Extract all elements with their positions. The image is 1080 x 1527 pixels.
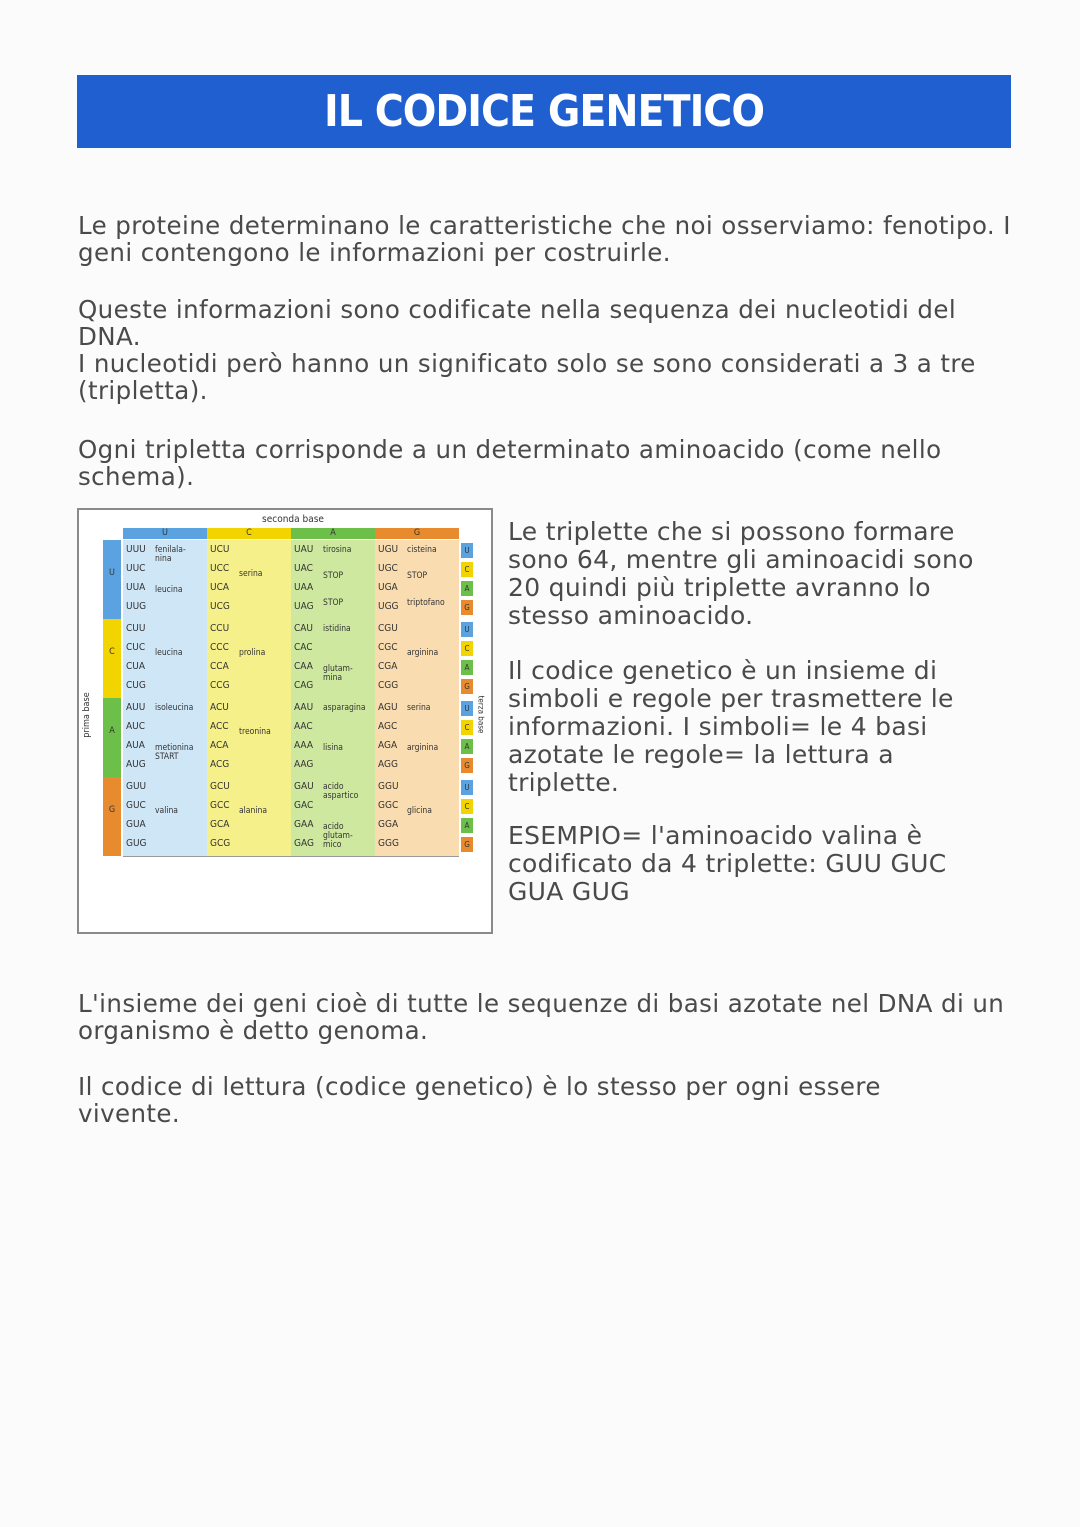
paragraph-text: Queste informazioni sono codificate nella sequenza dei nucleotidi del DNA. — [78, 295, 957, 351]
third-base-cell: A — [461, 818, 473, 833]
third-base-cell: G — [461, 679, 473, 694]
paragraph-nucleotides — [78, 296, 1018, 404]
third-base-cell: U — [461, 701, 473, 716]
third-base-cell: G — [461, 837, 473, 852]
codon: AAU — [294, 702, 314, 713]
amino-acid-label: metionina START — [155, 742, 194, 762]
first-base-header — [103, 619, 121, 698]
codon: UUC — [126, 563, 146, 574]
codon: AGG — [378, 759, 398, 770]
codon: AUC — [126, 721, 146, 732]
codon: AGU — [378, 702, 398, 713]
first-base-label: prima base — [82, 692, 92, 738]
amino-acid-label: fenilala- nina — [155, 545, 186, 564]
codon: CAC — [294, 642, 313, 653]
third-base-cell: G — [461, 758, 473, 773]
codon: UAC — [294, 563, 313, 574]
codon: ACC — [210, 721, 229, 732]
codon: CGG — [378, 680, 399, 691]
codon: CGC — [378, 642, 398, 653]
amino-acid-label: treonina — [239, 727, 271, 737]
codon: GGU — [378, 781, 399, 792]
codon: GAG — [294, 838, 314, 849]
codon: AAG — [294, 759, 314, 770]
codon: AGC — [378, 721, 398, 732]
third-base-cell: G — [461, 600, 473, 615]
paragraph-text: I nucleotidi però hanno un significato solo se sono considerati a 3 a tre (tripletta). — [78, 349, 976, 405]
amino-acid-label: triptofano — [407, 597, 445, 608]
amino-acid-label: acido glutam- mico — [323, 821, 353, 850]
codon: GCU — [210, 781, 230, 792]
codon: GUA — [126, 819, 146, 830]
paragraph-text: Le proteine determinano le caratteristiche che noi osserviamo: fenotipo. I geni contengono le informazioni per costruirle. — [78, 211, 1011, 267]
codon: GUG — [126, 838, 147, 849]
side-paragraph: ESEMPIO= l'aminoacido valina è codificato da 4 triplette: GUU GUC GUA GUG — [508, 821, 947, 906]
paragraph-text: Il codice di lettura (codice genetico) è lo stesso per ogni essere vivente. — [78, 1072, 881, 1128]
amino-acid-label: acido aspartico — [323, 782, 359, 801]
codon: AAC — [294, 721, 313, 732]
codon: GUU — [126, 781, 147, 792]
third-base-cell: U — [461, 543, 473, 558]
codon: AAA — [294, 740, 314, 751]
codon: ACA — [210, 740, 229, 751]
codon: UGU — [378, 544, 399, 555]
codon: UUG — [126, 601, 147, 612]
side-text-example — [508, 822, 1008, 906]
codon: UUA — [126, 582, 146, 593]
codon: CUA — [126, 661, 146, 672]
paragraph-proteins — [78, 212, 1018, 266]
codon: UGG — [378, 601, 399, 612]
codon: GGG — [378, 838, 399, 849]
first-base-letter: A — [109, 726, 115, 736]
side-text-triplets — [508, 518, 1008, 630]
second-base-label: seconda base — [262, 514, 324, 525]
codon: GAA — [294, 819, 314, 830]
codon: CCC — [210, 642, 229, 653]
amino-acid-label: isoleucina — [155, 703, 194, 713]
codon: UAA — [294, 582, 314, 593]
second-base-header: C — [207, 528, 291, 539]
codon: AGA — [378, 740, 398, 751]
codon: GAU — [294, 781, 314, 792]
codon: CAA — [294, 661, 313, 672]
side-paragraph: Il codice genetico è un insieme di simboli e regole per trasmettere le informazioni. I simboli= le 4 basi azotate le regole= la lettura a triplette. — [508, 656, 954, 797]
codon: CGA — [378, 661, 398, 672]
second-base-header: G — [375, 528, 459, 539]
amino-acid-label: STOP — [323, 571, 344, 582]
amino-acid-label: glutam- mina — [323, 663, 353, 683]
codon: AUG — [126, 759, 146, 770]
paragraph-text: L'insieme dei geni cioè di tutte le sequenze di basi azotate nel DNA di un organismo è detto genoma. — [78, 989, 1005, 1045]
second-base-header: A — [291, 528, 375, 539]
codon: GGA — [378, 819, 399, 830]
codon: CCU — [210, 623, 230, 634]
amino-acid-label: STOP — [407, 571, 428, 582]
amino-acid-label: leucina — [155, 648, 183, 658]
amino-acid-label: arginina — [407, 648, 439, 658]
codon: UAU — [294, 544, 314, 555]
codon: CUU — [126, 623, 146, 634]
third-base-cell: C — [461, 562, 473, 577]
codon: UGC — [378, 563, 398, 574]
first-base-letter: U — [109, 568, 115, 578]
codon: GGC — [378, 800, 399, 811]
amino-acid-label: leucina — [155, 584, 183, 595]
codon: AUA — [126, 740, 145, 751]
codon: CUG — [126, 680, 146, 691]
amino-acid-label: lisina — [323, 742, 343, 753]
third-base-cell: C — [461, 641, 473, 656]
codon: ACG — [210, 759, 230, 770]
paragraph-text: Ogni tripletta corrisponde a un determinato aminoacido (come nello schema). — [78, 435, 942, 491]
first-base-header — [103, 540, 121, 619]
codon: GCG — [210, 838, 231, 849]
side-text-code — [508, 657, 1008, 797]
third-base-cell: C — [461, 799, 473, 814]
amino-acid-label: glicina — [407, 806, 432, 816]
codon: UUU — [126, 544, 146, 555]
codon: CCG — [210, 680, 230, 691]
codon: ACU — [210, 702, 229, 713]
codon: CAG — [294, 680, 314, 691]
third-base-cell: A — [461, 660, 473, 675]
amino-acid-label: asparagina — [323, 703, 366, 713]
codon: GAC — [294, 800, 314, 811]
amino-acid-label: serina — [239, 569, 263, 579]
amino-acid-label: prolina — [239, 648, 266, 658]
third-base-cell: C — [461, 720, 473, 735]
codon: GUC — [126, 800, 146, 811]
codon: CUC — [126, 642, 146, 653]
codon: UCU — [210, 544, 230, 555]
amino-acid-label: alanina — [239, 806, 268, 816]
third-base-cell: A — [461, 739, 473, 754]
third-base-cell: U — [461, 622, 473, 637]
first-base-letter: G — [108, 805, 116, 815]
first-base-letter: C — [109, 647, 115, 657]
third-base-cell: U — [461, 780, 473, 795]
third-base-label: terza base — [476, 695, 486, 734]
amino-acid-label: serina — [407, 703, 431, 713]
amino-acid-label: valina — [155, 806, 178, 816]
third-base-cell: A — [461, 581, 473, 596]
genetic-code-table — [77, 508, 493, 934]
genetic-code-grid — [79, 510, 491, 932]
codon: CCA — [210, 661, 229, 672]
second-base-header: U — [123, 528, 207, 539]
page-title: IL CODICE GENETICO — [324, 86, 764, 137]
amino-acid-label: cisteina — [407, 545, 437, 555]
codon: GCA — [210, 819, 230, 830]
codon: UCC — [210, 563, 230, 574]
amino-acid-label: istidina — [323, 624, 351, 634]
first-base-header — [103, 698, 121, 777]
paragraph-universal — [78, 1073, 958, 1127]
codon: AUU — [126, 702, 146, 713]
title-banner — [77, 75, 1011, 148]
codon: UCA — [210, 582, 230, 593]
amino-acid-label: STOP — [323, 597, 344, 608]
codon: UGA — [378, 582, 398, 593]
codon: UAG — [294, 601, 314, 612]
codon: CGU — [378, 623, 398, 634]
paragraph-genome — [78, 990, 1018, 1044]
amino-acid-label: tirosina — [323, 545, 352, 555]
amino-acid-label: arginina — [407, 742, 439, 753]
codon: UCG — [210, 601, 230, 612]
first-base-header — [103, 777, 121, 856]
codon: CAU — [294, 623, 314, 634]
side-paragraph: Le triplette che si possono formare sono 64, mentre gli aminoacidi sono 20 quindi più triplette avranno lo stesso aminoacido. — [508, 517, 974, 630]
codon: GCC — [210, 800, 230, 811]
paragraph-triplet — [78, 436, 1018, 490]
